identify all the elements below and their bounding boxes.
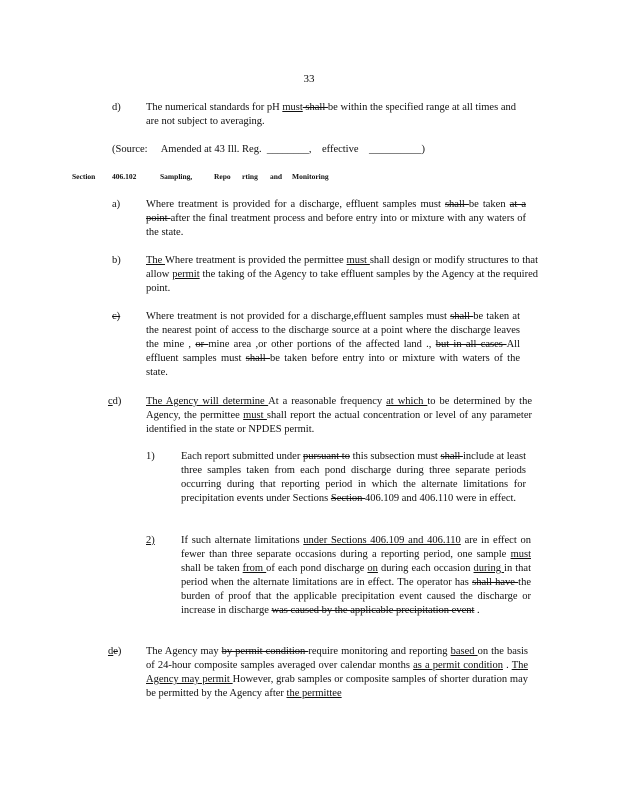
para-de-label [108, 645, 121, 659]
para-cd-label [108, 395, 121, 409]
para-c-label: c) [112, 311, 121, 322]
para-a-label: a) [112, 199, 121, 210]
deleted-text: shall [302, 102, 328, 113]
text-run: Where treatment is provided the permittee [165, 255, 347, 266]
source-label: (Source: [112, 144, 148, 155]
deleted-text: shall [245, 353, 270, 364]
inserted-text: as a permit condition [413, 660, 503, 671]
text-run: . [502, 660, 512, 671]
inserted-text: on [367, 563, 378, 574]
source-close: ) [421, 144, 426, 155]
section-title-part: Repo [214, 172, 231, 181]
text-run: All effluent samples must [146, 339, 520, 364]
para-b-text [146, 254, 538, 296]
inserted-text: d [108, 646, 114, 657]
section-title-part: and [270, 172, 283, 181]
deleted-text: shall [450, 311, 474, 322]
text-run: Where treatment is provided for a discharge, effluent samples must [146, 199, 445, 210]
sub1-text [181, 450, 526, 506]
text-run: are in effect on fewer than three separate occasions during a reporting period, one sample [181, 535, 531, 560]
inserted-text: must [282, 102, 303, 113]
text-run: mine area ,or other portions of the affected land ., [208, 339, 436, 350]
para-cd-text [146, 395, 532, 437]
deleted-text: pursuant to [302, 451, 350, 462]
deleted-text: Section [330, 493, 366, 504]
text-run: However, grab samples or composite samples of shorter duration may be permitted by the Agency after [146, 674, 528, 699]
inserted-text: during [473, 563, 505, 574]
section-title-part: rting [242, 172, 258, 181]
text-run: require monitoring and reporting [308, 646, 451, 657]
section-number: 406.102 [112, 172, 137, 181]
text-run: . [474, 605, 480, 616]
reg-blank: ________ [266, 144, 309, 155]
text-run: If such alternate limitations [181, 535, 304, 546]
text-run: the taking of the Agency to take effluent samples by the Agency at the required point. [146, 269, 539, 294]
text-run: the burden of proof that the applicable precipitation event caused the discharge or increase in discharge [181, 577, 531, 616]
text-run: in that period when the alternate limitations are in effect. The operator has [181, 563, 532, 588]
inserted-text: based [450, 646, 478, 657]
inserted-text: from [242, 563, 267, 574]
inserted-text: must [346, 255, 370, 266]
inserted-text: permit [172, 269, 200, 280]
deleted-text: at a point [146, 199, 526, 224]
inserted-text: c [108, 396, 113, 407]
para-d-text [146, 101, 516, 129]
section-title-part: Monitoring [292, 172, 329, 181]
sub1-label: 1) [146, 451, 155, 462]
source-note [112, 143, 532, 157]
source-comma: , [308, 144, 312, 155]
text-run: shall report the actual concentration or level of any parameter identified in the state or NPDES permit. [146, 410, 533, 435]
para-de-text [146, 645, 528, 701]
inserted-text: under Sections 406.109 and 406.110 [303, 535, 461, 546]
inserted-text: The Agency will determine [146, 396, 269, 407]
inserted-text: The [146, 255, 165, 266]
text-run: be within the specified range at all times and are not subject to averaging. [146, 102, 516, 127]
sub2-label: 2) [146, 535, 155, 546]
text-run: be taken before entry into or mixture with waters of the state. [146, 353, 521, 378]
text-run: The Agency may [146, 646, 222, 657]
text-run: during each occasion [377, 563, 474, 574]
deleted-text: shall [440, 451, 463, 462]
text-run: of each pond discharge [266, 563, 368, 574]
text-run: be taken [468, 199, 510, 210]
deleted-text: by permit condition [221, 646, 309, 657]
text-run: this subsection must [349, 451, 441, 462]
text-run: to be determined by the Agency, the permittee [146, 396, 532, 421]
text-run: shall design or modify structures to that allow [146, 255, 538, 280]
source-text: Amended at 43 Ill. Reg. [160, 144, 262, 155]
text-run: on the basis of 24-hour composite samples averaged over calendar months [146, 646, 528, 671]
effective-label: effective [321, 144, 359, 155]
deleted-text: e [113, 646, 118, 657]
text-run: The numerical standards for pH [146, 102, 283, 113]
deleted-text: shall [444, 199, 469, 210]
effective-blank: __________ [369, 144, 422, 155]
deleted-text: or [195, 339, 209, 350]
para-d-label: d) [112, 102, 121, 113]
inserted-text: at which [386, 396, 428, 407]
inserted-text: The Agency may permit [146, 660, 529, 685]
deleted-text: but in all cases [435, 339, 507, 350]
text-run: ) [117, 646, 122, 657]
sub2-text [181, 534, 531, 618]
text-run: d) [112, 396, 122, 407]
para-a-text [146, 198, 526, 240]
page-number: 33 [303, 73, 315, 85]
deleted-text: was caused by the applicable precipitation event [271, 605, 475, 616]
section-title-part: Sampling, [160, 172, 193, 181]
inserted-text: the permittee [286, 688, 342, 699]
text-run: 406.109 and 406.110 were in effect. [365, 493, 517, 504]
section-word: Section [72, 172, 96, 181]
inserted-text: must [243, 410, 267, 421]
text-run: be taken at the nearest point of access to the discharge source at a point where the discharge leaves the mine , [146, 311, 520, 350]
text-run: Where treatment is not provided for a discharge,effluent samples must [146, 311, 451, 322]
para-c-text [146, 310, 520, 380]
text-run: include at least three samples taken from each pond discharge during three separate periods occurring during that reporting period in which the alternate limitations for precipitation events under Sections [181, 451, 526, 504]
inserted-text: must [510, 549, 531, 560]
deleted-text: shall have [472, 577, 519, 588]
text-run: At a reasonable frequency [268, 396, 387, 407]
text-run: shall be taken [181, 563, 243, 574]
text-run: Each report submitted under [181, 451, 303, 462]
text-run: after the final treatment process and before entry into or mixture with any waters of the state. [146, 213, 527, 238]
para-b-label: b) [112, 255, 121, 266]
